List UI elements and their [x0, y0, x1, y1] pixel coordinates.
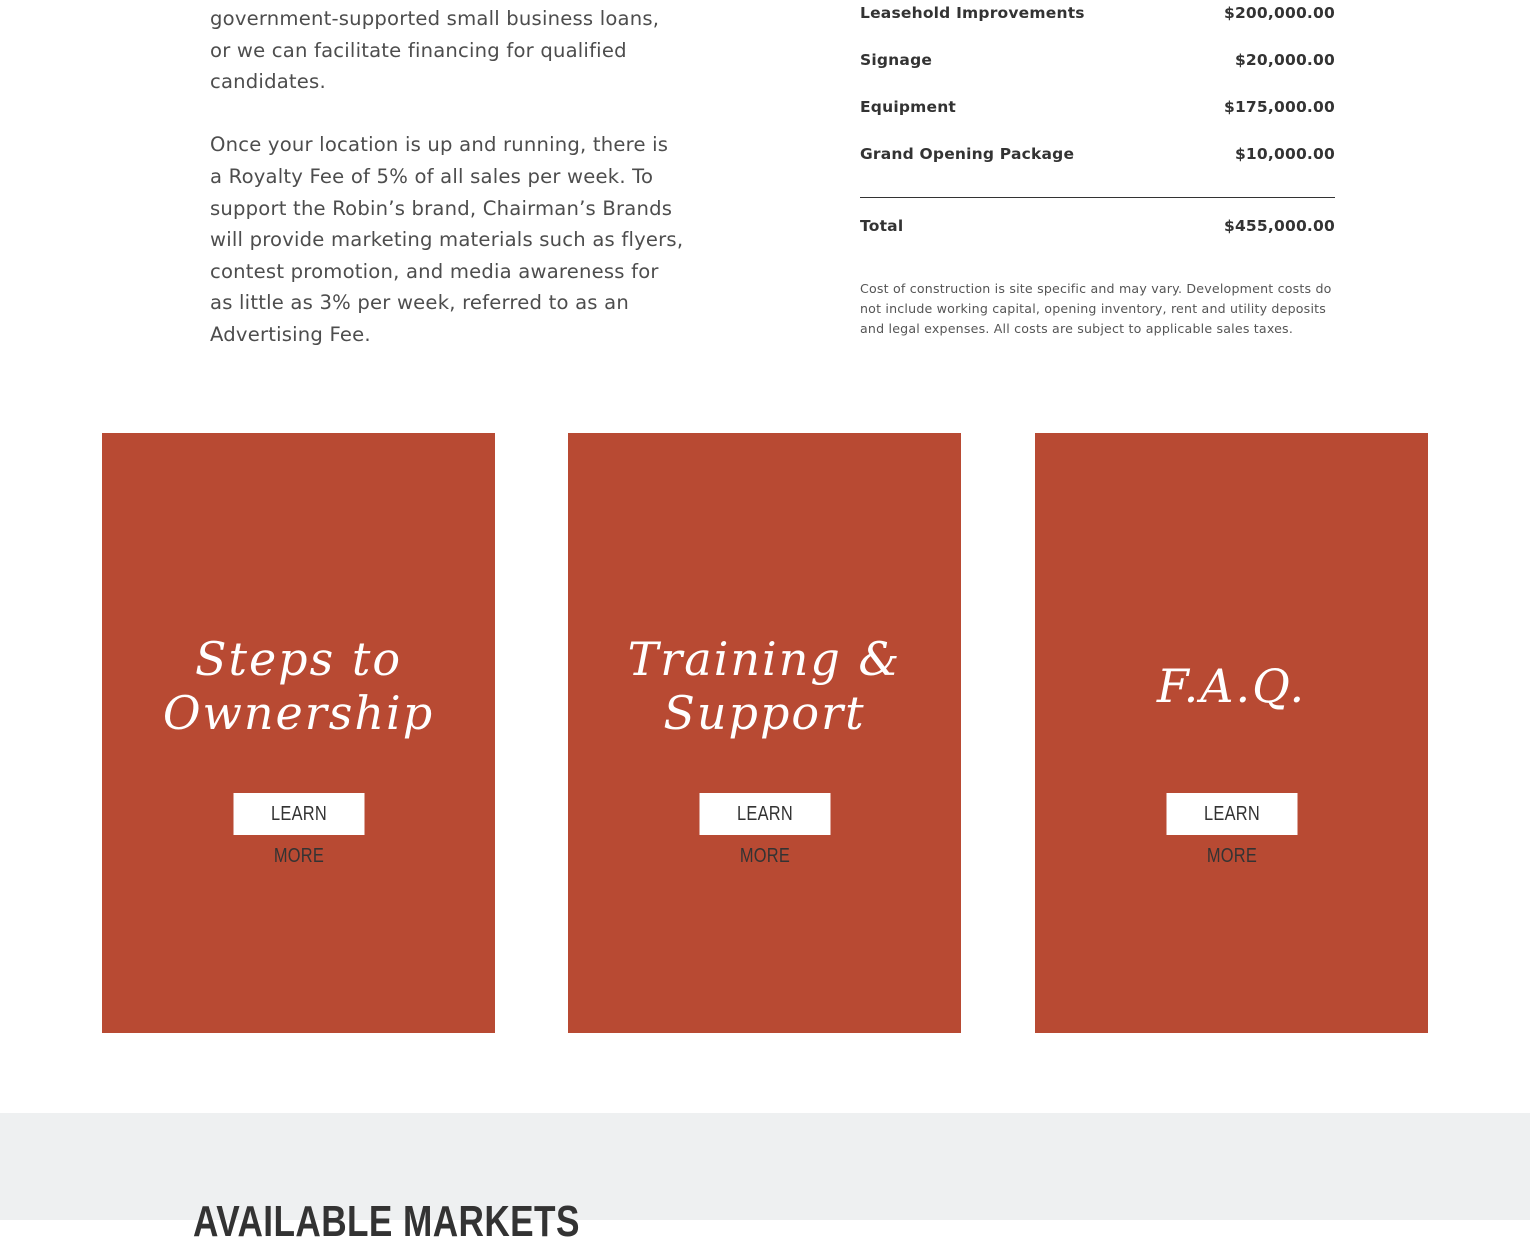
cost-value: $200,000.00: [1223, 3, 1335, 22]
learn-more-label: LEARN MORE: [736, 803, 793, 867]
cost-value: $10,000.00: [1234, 144, 1335, 163]
cost-label: Leasehold Improvements: [860, 3, 1085, 22]
cost-row-leasehold: [860, 0, 1335, 36]
investment-cost-table: [860, 0, 1335, 339]
learn-more-button[interactable]: [699, 793, 830, 867]
cost-row-signage: [860, 36, 1335, 83]
financing-text-column: [210, 3, 685, 382]
learn-more-button[interactable]: [1166, 793, 1297, 867]
total-label: Total: [860, 216, 904, 235]
cost-divider: [860, 197, 1335, 198]
royalty-paragraph: Once your location is up and running, there is a Royalty Fee of 5% of all sales per week. To support the Robin’s brand, Chairman’s Brands will provide marketing materials such as flyers, contest promotion, and media awareness for as little as 3% per week, referred to as an Advertising Fee.: [210, 133, 684, 346]
cost-label: Grand Opening Package: [860, 144, 1075, 163]
card-training-support: [568, 433, 961, 1033]
cost-disclaimer: Cost of construction is site specific and may vary. Development costs do not include working capital, opening inventory, rent and utility deposits and legal expenses. All costs are subject to applicable sales taxes.: [860, 281, 1332, 336]
cost-row-total: [860, 202, 1335, 249]
cost-label: Equipment: [860, 97, 957, 116]
total-value: $455,000.00: [1223, 216, 1335, 235]
cost-row-equipment: [860, 83, 1335, 130]
section-heading: AVAILABLE MARKETS: [193, 1197, 580, 1246]
card-title: F.A.Q.: [1156, 659, 1307, 713]
cost-value: $175,000.00: [1223, 97, 1335, 116]
learn-more-label: LEARN MORE: [1203, 803, 1260, 867]
financing-paragraph: government-supported small business loans, or we can facilitate financing for qualified candidates.: [210, 7, 660, 94]
card-title: Steps to Ownership: [162, 632, 435, 740]
card-faq: [1035, 433, 1428, 1033]
cost-label: Signage: [860, 50, 933, 69]
card-steps-to-ownership: [102, 433, 495, 1033]
card-title: Training & Support: [627, 632, 902, 740]
learn-more-label: LEARN MORE: [270, 803, 327, 867]
learn-more-button[interactable]: [233, 793, 364, 867]
cost-row-grand-opening: [860, 130, 1335, 177]
available-markets-section: [0, 1113, 1530, 1246]
cost-value: $20,000.00: [1234, 50, 1335, 69]
